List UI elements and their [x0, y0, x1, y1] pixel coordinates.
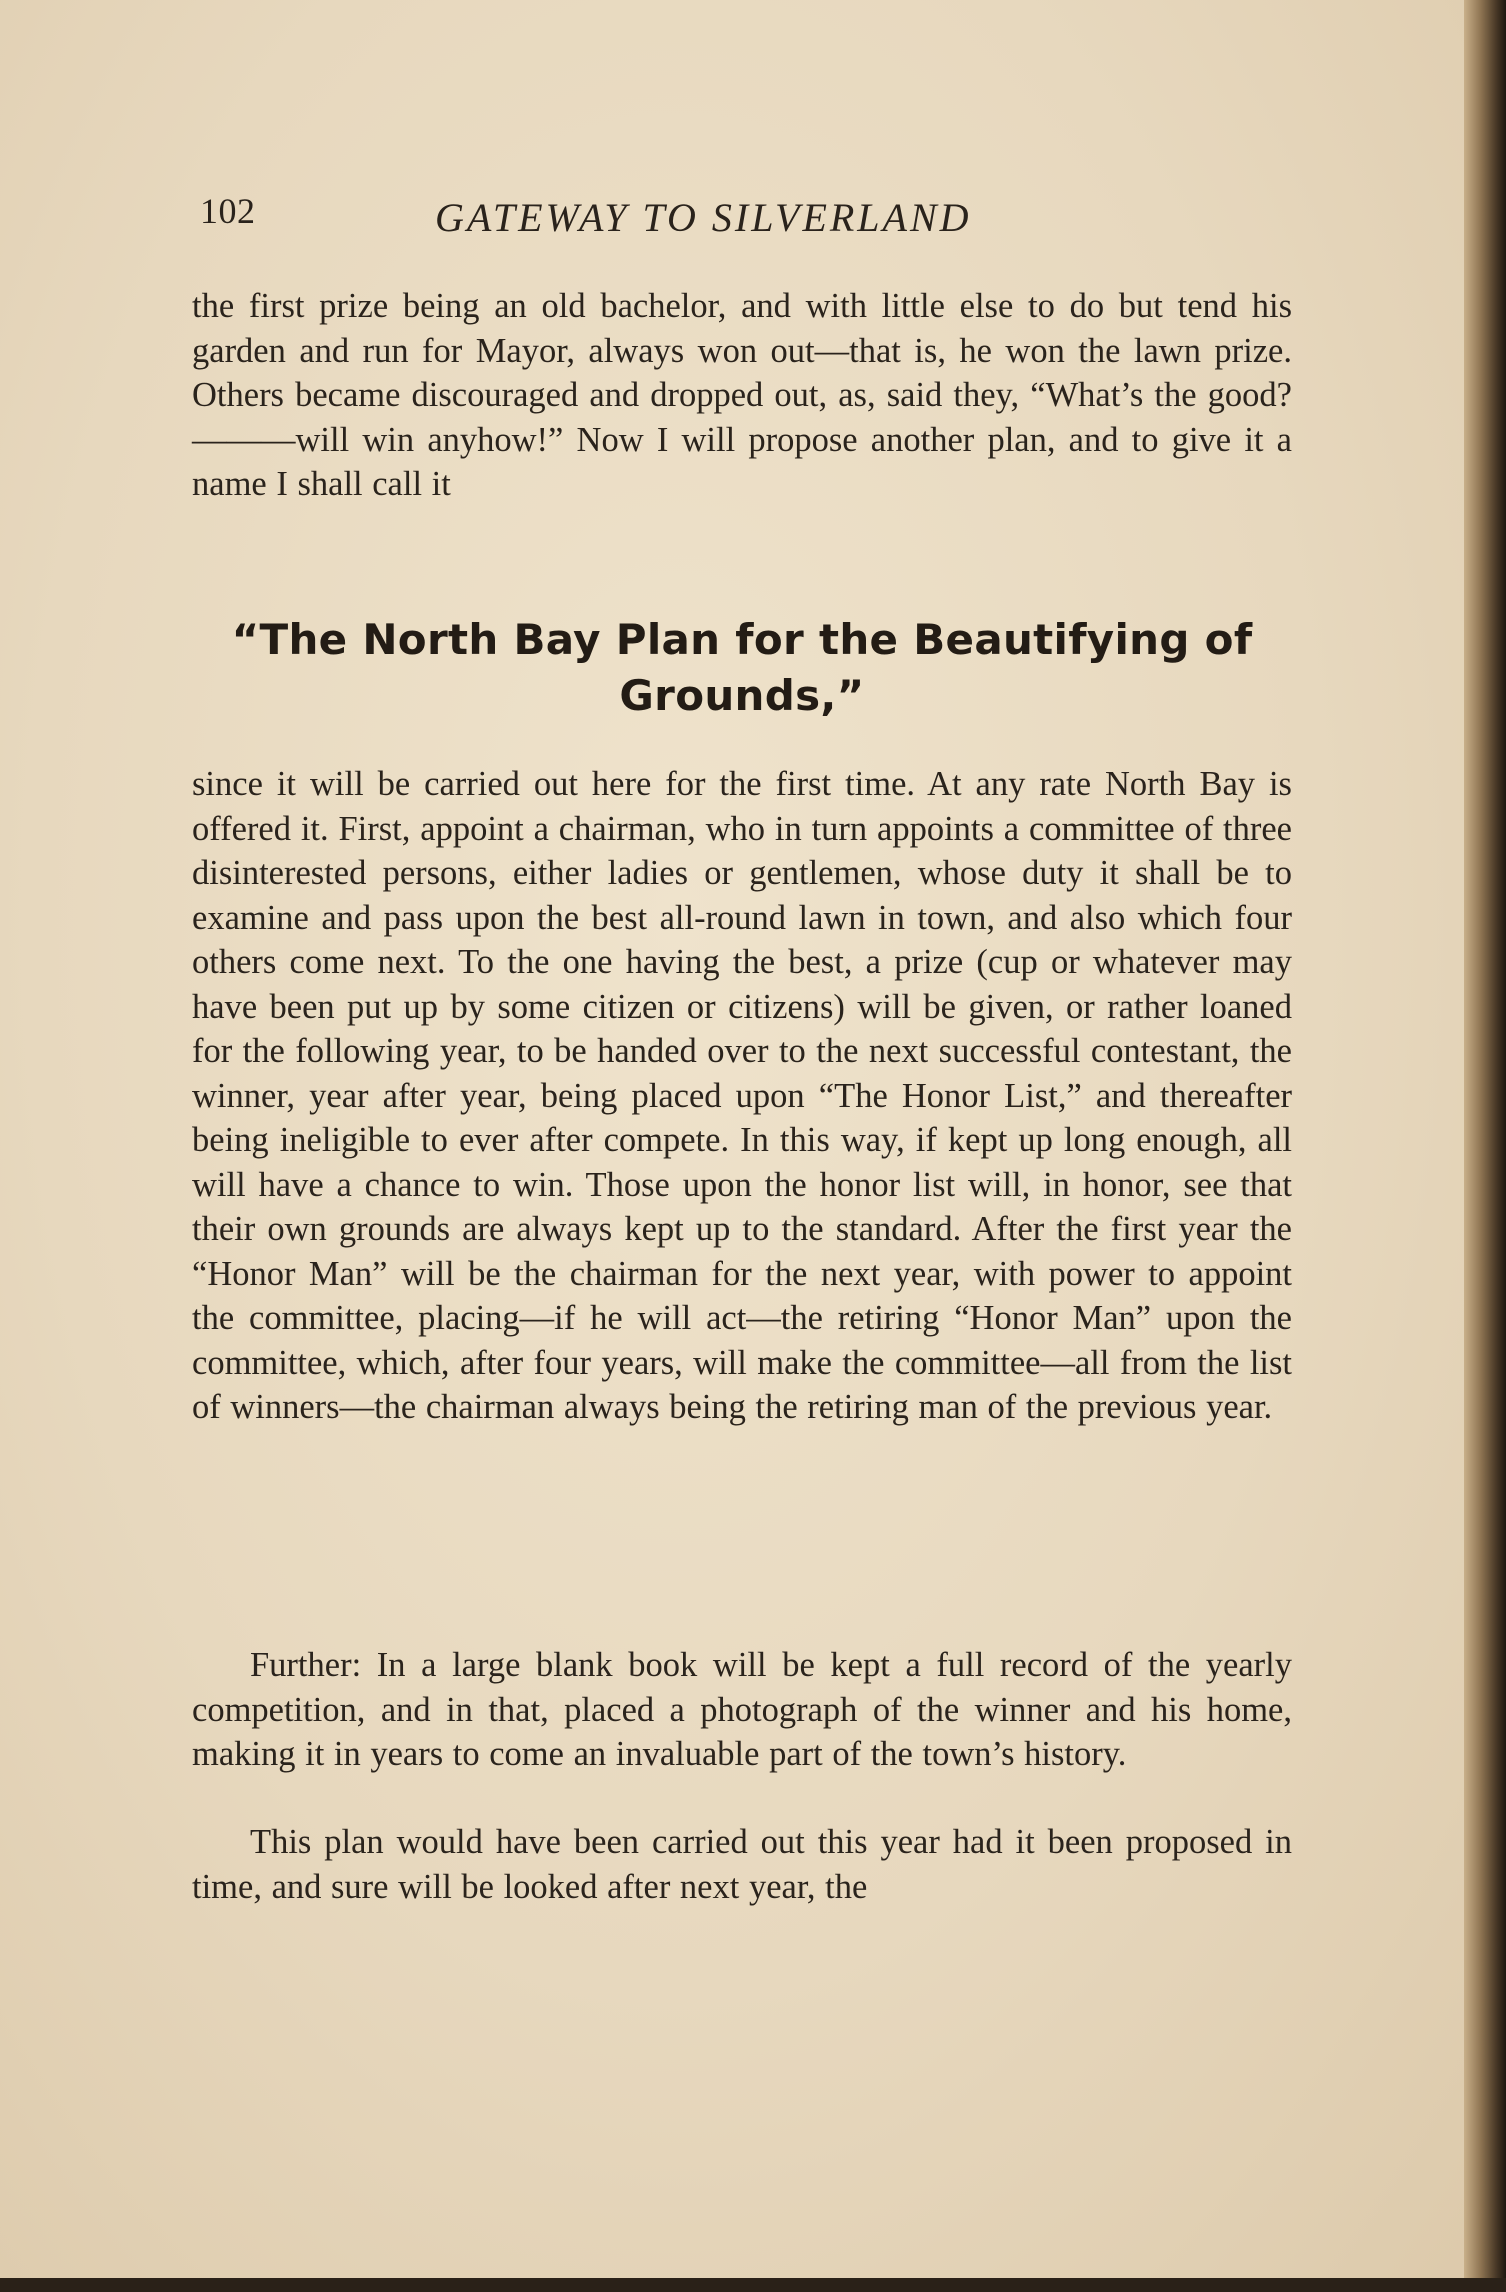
book-spine-shadow — [1464, 0, 1506, 2292]
page-bottom-edge — [0, 2278, 1506, 2292]
paragraph-intro: the first prize being an old bachelor, and with little else to do but tend his garden and run for Mayor, always won out—that is, he won the lawn prize. Others became discouraged and dropped out, as, said they, “What’s the good? ———will win anyhow!” Now I will propose another plan, and to give it a name I shall call it — [192, 287, 1292, 503]
running-title: GATEWAY TO SILVERLAND — [435, 195, 972, 240]
running-head — [200, 190, 1300, 250]
section-heading: “The North Bay Plan for the Beautifying of Grounds,” — [231, 615, 1253, 720]
paragraph-body-1: since it will be carried out here for the first time. At any rate North Bay is offered it. First, appoint a chairman, who in turn appoints a committee of three disinterested persons, either ladies or gentlemen, whose duty it shall be to examine and pass upon the best all-round lawn in town, and also which four others come next. To the one having the best, a prize (cup or whatever may have been put up by some citizen or citizens) will be given, or rather loaned for the following year, to be handed over to the next successful contestant, the winner, year after year, being placed upon “The Honor List,” and thereafter being ineligible to ever after compete. In this way, if kept up long enough, all will have a chance to win. Those upon the honor list will, in honor, see that their own grounds are always kept up to the standard. After the first year the “Honor Man” will be the chairman for the next year, with power to appoint the committee, placing—if he will act—the retiring “Honor Man” upon the committee, which, after four years, will make the committee—all from the list of winners—the chairman always being the retiring man of the previous year. — [192, 765, 1292, 1426]
page-number: 102 — [200, 191, 256, 231]
paragraph-body-3: This plan would have been carried out this year had it been proposed in time, and sure will be looked after next year, the — [192, 1823, 1292, 1906]
paragraph-body-2: Further: In a large blank book will be kept a full record of the yearly competition, and in that, placed a photograph of the winner and his home, making it in years to come an invaluable part of the town’s history. — [192, 1646, 1292, 1773]
